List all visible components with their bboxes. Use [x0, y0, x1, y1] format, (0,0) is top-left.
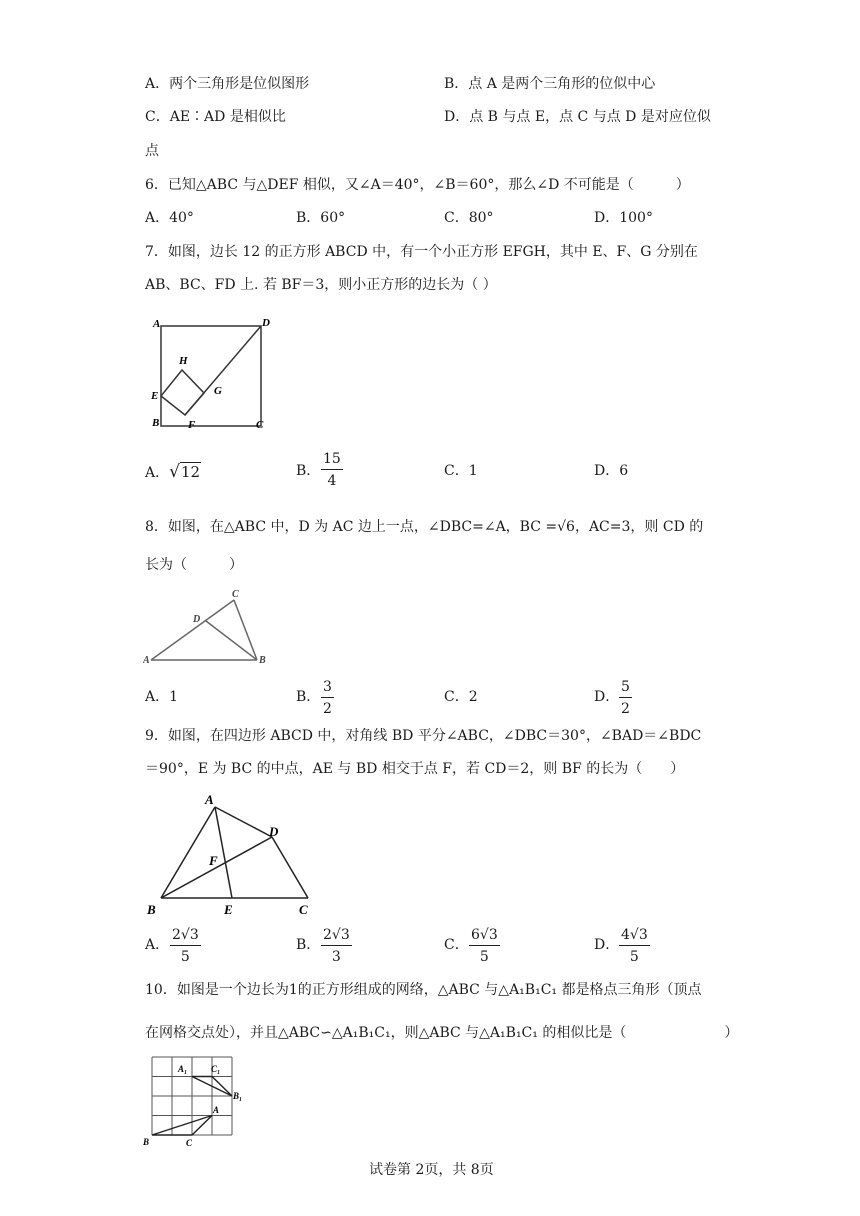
q7-label-f: F	[188, 419, 196, 431]
q7-label-b: B	[152, 417, 160, 429]
q8-option-c: C．2	[444, 689, 478, 705]
q8-option-a: A．1	[145, 689, 179, 705]
q5-option-d: D．点 B 与点 E，点 C 与点 D 是对应位似	[444, 109, 711, 125]
q6-option-c: C．80°	[444, 210, 494, 226]
q5-option-c: C．AE∶AD 是相似比	[145, 109, 286, 125]
q7-option-b-prefix: B．	[296, 463, 321, 479]
page-footer: 试卷第 2页，共 8页	[369, 1162, 494, 1178]
q7-option-a-radicand: 12	[180, 463, 201, 481]
q6-option-b: B．60°	[296, 210, 346, 226]
q8-option-b-num: 3	[321, 679, 334, 698]
q8-label-b: B	[259, 655, 266, 666]
q8-option-d-fraction	[619, 679, 632, 717]
q7-option-b-num: 15	[321, 451, 343, 470]
q9-option-c-num: 6√3	[469, 927, 500, 946]
q10-label-a1: A₁	[178, 1064, 188, 1074]
q7-figure	[145, 312, 280, 432]
q7-option-b-fraction	[321, 451, 343, 489]
q9-option-a-fraction	[170, 927, 201, 965]
q10-grid-figure	[143, 1055, 248, 1150]
q7-stem-line1: 7．如图，边长 12 的正方形 ABCD 中，有一个小正方形 EFGH，其中 E、F、G 分别在	[145, 244, 698, 260]
q7-label-d: D	[262, 317, 270, 329]
q8-option-b-prefix: B．	[296, 689, 321, 705]
q9-option-c-fraction	[469, 927, 500, 965]
q10-stem-line2: 在网格交点处），并且△ABC∽△A₁B₁C₁，则△ABC 与△A₁B₁C₁ 的相似比是（ ）	[145, 1025, 739, 1041]
q7-label-g: G	[214, 385, 222, 397]
q7-label-a: A	[153, 318, 161, 330]
q9-stem-line2: ＝90°，E 为 BC 的中点，AE 与 BD 相交于点 F，若 CD＝2，则 BF 的长为（ ）	[145, 761, 685, 777]
q9-option-d-num: 4√3	[619, 927, 650, 946]
q9-option-b-num: 2√3	[321, 927, 352, 946]
q8-option-d-den: 2	[621, 701, 630, 717]
q8-stem-line2: 长为（ ）	[145, 557, 243, 573]
q7-option-b-den: 4	[327, 473, 337, 489]
q7-square-abcd	[161, 326, 261, 426]
q8-figure	[143, 585, 273, 670]
q8-stem-line1: 8．如图，在△ABC 中，D 为 AC 边上一点，∠DBC=∠A，BC =√6，AC=3，则 CD 的	[145, 519, 704, 535]
q9-stem-line1: 9．如图，在四边形 ABCD 中，对角线 BD 平分∠ABC，∠DBC＝30°，∠BAD＝∠BDC	[145, 728, 702, 744]
q7-label-e: E	[151, 390, 159, 402]
q9-option-b-prefix: B．	[296, 937, 321, 953]
q7-option-d: D．6	[594, 463, 629, 479]
q9-option-c-den: 5	[479, 949, 489, 965]
q7-option-a-prefix: A．	[145, 465, 170, 481]
q7-label-h: H	[179, 355, 188, 367]
q10-triangle-abc	[152, 1116, 212, 1136]
q7-option-c: C．1	[444, 463, 478, 479]
q6-option-a: A．40°	[145, 210, 194, 226]
q10-label-c1: C₁	[211, 1064, 221, 1074]
q9-label-d: D	[269, 824, 279, 839]
q9-option-b-den: 3	[331, 949, 341, 965]
q9-label-c: C	[299, 902, 308, 917]
q7-square-efgh	[161, 370, 204, 415]
q9-option-d-prefix: D．	[594, 937, 620, 953]
q10-label-c: C	[186, 1138, 193, 1148]
q10-stem-line1: 10．如图是一个边长为1的正方形组成的网络，△ABC 与△A₁B₁C₁ 都是格点三角形（顶点	[145, 982, 702, 998]
q9-option-d-den: 5	[629, 949, 639, 965]
sqrt-icon: √	[169, 462, 180, 482]
q5-option-d-wrap: 点	[145, 143, 159, 159]
q10-label-b: B	[143, 1137, 150, 1147]
q9-figure	[143, 790, 323, 918]
q8-option-d-num: 5	[619, 679, 632, 698]
q6-stem: 6．已知△ABC 与△DEF 相似，又∠A＝40°，∠B＝60°，那么∠D 不可能是（ ）	[145, 177, 690, 193]
q9-label-a: A	[205, 792, 214, 807]
q7-stem-line2: AB、BC、FD 上. 若 BF＝3，则小正方形的边长为（ ）	[145, 277, 497, 293]
q9-option-c-prefix: C．	[444, 937, 469, 953]
q9-side-ad	[215, 807, 272, 837]
q9-label-f: F	[209, 853, 218, 868]
q9-option-a-prefix: A．	[145, 937, 170, 953]
q8-label-c: C	[232, 589, 239, 600]
q8-label-d: D	[193, 614, 201, 625]
q6-option-d: D．100°	[594, 210, 653, 226]
q9-option-d-fraction	[619, 927, 650, 965]
q8-label-a: A	[143, 655, 150, 666]
q7-option-a	[145, 464, 201, 481]
q10-label-b1: B₁	[233, 1091, 243, 1101]
q5-option-b: B．点 A 是两个三角形的位似中心	[444, 76, 656, 92]
q9-side-ab	[161, 807, 215, 898]
q8-option-b-fraction	[321, 679, 334, 717]
q9-side-dc	[272, 837, 308, 898]
q9-option-a-den: 5	[180, 949, 190, 965]
q8-option-b-den: 2	[323, 701, 332, 717]
q9-label-e: E	[224, 902, 233, 917]
q8-option-d-prefix: D．	[594, 689, 620, 705]
q5-option-a: A．两个三角形是位似图形	[145, 76, 310, 92]
q7-label-c: C	[256, 419, 264, 431]
q9-option-b-fraction	[321, 927, 352, 965]
q9-option-a-num: 2√3	[170, 927, 201, 946]
q9-label-b: B	[147, 902, 156, 917]
q8-side-ac	[151, 600, 234, 660]
q10-label-a: A	[213, 1105, 220, 1115]
